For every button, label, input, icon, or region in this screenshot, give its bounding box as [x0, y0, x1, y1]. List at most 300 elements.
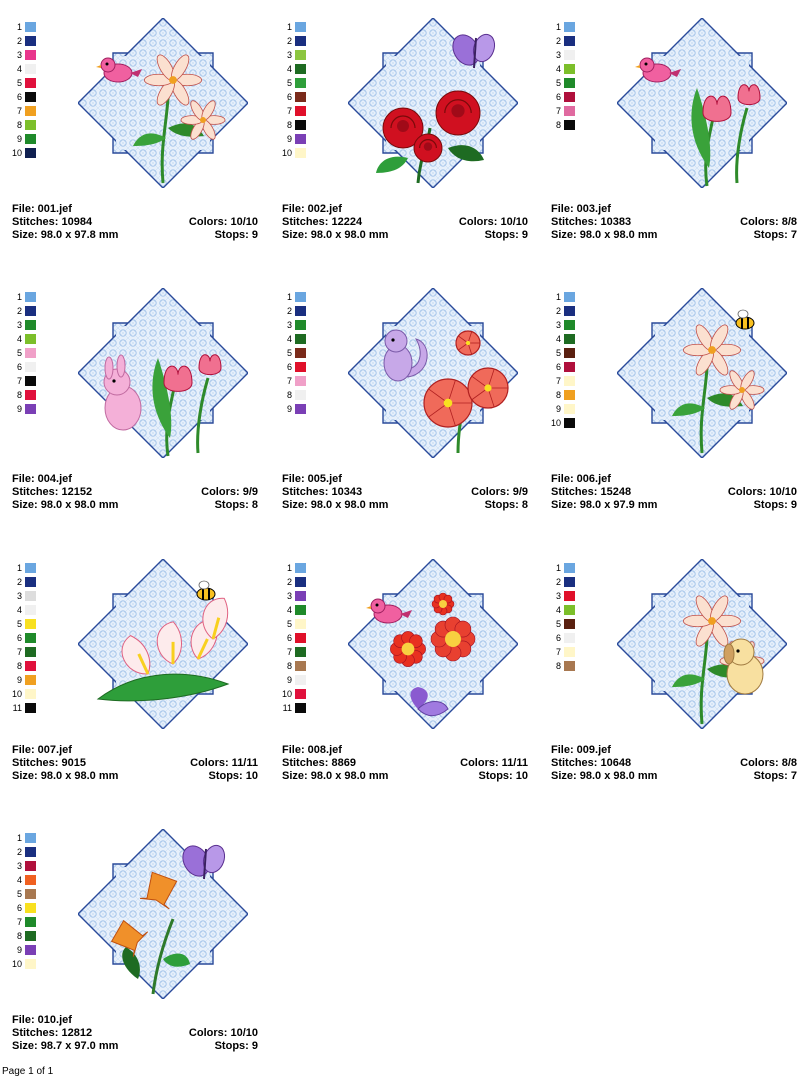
stitch-count: Stitches: 10343 — [282, 486, 363, 498]
color-index: 2 — [286, 36, 292, 46]
color-swatch — [564, 64, 575, 74]
color-swatch-row — [0, 645, 36, 659]
embroidery-design-preview — [617, 18, 787, 188]
color-index: 3 — [16, 591, 22, 601]
color-swatch — [25, 675, 36, 685]
file-name: File: 004.jef — [12, 473, 72, 485]
stop-count: Stops: 7 — [753, 229, 797, 241]
file-name: File: 002.jef — [282, 203, 342, 215]
color-swatch-row — [0, 360, 36, 374]
embroidery-design-preview — [348, 559, 518, 729]
color-swatch-row — [539, 90, 575, 104]
color-index: 8 — [16, 931, 22, 941]
info-row-size — [12, 1040, 258, 1053]
color-swatch-row — [0, 48, 36, 62]
color-index: 5 — [555, 78, 561, 88]
color-swatch-row — [0, 943, 36, 957]
color-swatch — [25, 36, 36, 46]
color-swatch-row — [539, 346, 575, 360]
design-card — [539, 270, 797, 510]
file-name: File: 008.jef — [282, 744, 342, 756]
color-swatch-row — [270, 631, 306, 645]
color-index: 6 — [16, 903, 22, 913]
design-info — [12, 744, 258, 783]
color-index: 9 — [16, 134, 22, 144]
info-row-file — [282, 744, 528, 757]
stop-count: Stops: 8 — [214, 499, 258, 511]
color-swatch — [25, 376, 36, 386]
color-swatch-row — [270, 561, 306, 575]
color-swatch — [25, 605, 36, 615]
info-row-stitches — [12, 1027, 258, 1040]
color-swatch — [564, 334, 575, 344]
color-swatch — [295, 647, 306, 657]
color-index: 3 — [555, 320, 561, 330]
file-name: File: 005.jef — [282, 473, 342, 485]
color-swatch — [25, 106, 36, 116]
info-row-file — [551, 744, 797, 757]
color-swatch — [564, 292, 575, 302]
color-swatch-row — [0, 929, 36, 943]
color-index: 8 — [16, 390, 22, 400]
color-swatch-row — [0, 659, 36, 673]
color-index: 3 — [555, 50, 561, 60]
design-card — [0, 811, 258, 1051]
color-index: 4 — [16, 605, 22, 615]
file-name: File: 001.jef — [12, 203, 72, 215]
color-swatch-row — [539, 374, 575, 388]
color-index: 3 — [555, 591, 561, 601]
design-info — [551, 203, 797, 242]
color-swatch — [564, 92, 575, 102]
file-name: File: 006.jef — [551, 473, 611, 485]
color-swatch-row — [0, 388, 36, 402]
color-swatch — [564, 619, 575, 629]
color-index: 9 — [16, 675, 22, 685]
info-row-file — [551, 473, 797, 486]
color-swatch — [295, 661, 306, 671]
color-swatch — [295, 362, 306, 372]
color-swatch — [295, 320, 306, 330]
color-swatch — [25, 689, 36, 699]
color-swatch — [25, 661, 36, 671]
color-swatch — [564, 390, 575, 400]
color-swatch — [25, 148, 36, 158]
color-swatch — [564, 661, 575, 671]
color-swatch-row — [539, 416, 575, 430]
color-swatch-row — [270, 575, 306, 589]
lace-star-frame — [78, 288, 248, 458]
color-index: 1 — [555, 563, 561, 573]
design-card — [270, 541, 528, 781]
color-count: Colors: 10/10 — [188, 1027, 258, 1039]
color-index: 3 — [16, 50, 22, 60]
color-swatch — [295, 306, 306, 316]
color-index: 7 — [16, 376, 22, 386]
color-swatch-row — [0, 34, 36, 48]
color-swatch-row — [270, 603, 306, 617]
color-index: 1 — [286, 22, 292, 32]
color-swatch-list — [0, 20, 36, 160]
info-row-size — [282, 229, 528, 242]
design-size: Size: 98.0 x 98.0 mm — [282, 770, 389, 782]
color-swatch-row — [270, 48, 306, 62]
color-swatch — [25, 619, 36, 629]
info-row-stitches — [12, 757, 258, 770]
color-index: 6 — [555, 92, 561, 102]
color-swatch — [25, 78, 36, 88]
stop-count: Stops: 9 — [214, 1040, 258, 1052]
color-index: 6 — [555, 633, 561, 643]
color-index: 3 — [286, 50, 292, 60]
color-index: 2 — [16, 306, 22, 316]
info-row-stitches — [12, 486, 258, 499]
color-count: Colors: 10/10 — [727, 486, 797, 498]
color-swatch — [295, 390, 306, 400]
color-swatch — [25, 847, 36, 857]
color-index: 11 — [282, 703, 292, 713]
info-row-stitches — [282, 216, 528, 229]
color-swatch-row — [0, 290, 36, 304]
embroidery-design-preview — [617, 559, 787, 729]
color-swatch-list — [270, 290, 306, 416]
color-swatch — [564, 78, 575, 88]
color-index: 7 — [286, 106, 292, 116]
color-swatch-row — [0, 76, 36, 90]
color-index: 2 — [16, 847, 22, 857]
color-swatch-row — [270, 374, 306, 388]
design-size: Size: 98.0 x 98.0 mm — [551, 770, 658, 782]
color-swatch-row — [0, 673, 36, 687]
info-row-size — [12, 770, 258, 783]
color-index: 9 — [555, 404, 561, 414]
stop-count: Stops: 8 — [484, 499, 528, 511]
color-index: 3 — [286, 320, 292, 330]
color-swatch-row — [0, 617, 36, 631]
color-index: 1 — [16, 292, 22, 302]
color-index: 8 — [555, 390, 561, 400]
info-row-stitches — [551, 486, 797, 499]
color-index: 10 — [11, 689, 22, 699]
color-swatch — [295, 633, 306, 643]
color-index: 8 — [16, 120, 22, 130]
color-swatch — [564, 404, 575, 414]
color-swatch — [295, 64, 306, 74]
color-swatch-row — [270, 90, 306, 104]
embroidery-design-preview — [348, 18, 518, 188]
color-swatch — [564, 577, 575, 587]
design-info — [551, 744, 797, 783]
color-swatch — [25, 633, 36, 643]
color-swatch — [295, 334, 306, 344]
info-row-size — [12, 499, 258, 512]
color-swatch — [25, 292, 36, 302]
info-row-file — [282, 473, 528, 486]
color-index: 8 — [555, 120, 561, 130]
color-swatch — [564, 120, 575, 130]
color-count: Colors: 9/9 — [201, 486, 258, 498]
color-swatch-row — [270, 318, 306, 332]
color-index: 6 — [16, 633, 22, 643]
color-swatch-list — [539, 561, 575, 673]
color-swatch — [25, 647, 36, 657]
color-count: Colors: 8/8 — [740, 757, 797, 769]
color-swatch-row — [0, 132, 36, 146]
color-swatch — [25, 306, 36, 316]
color-swatch-row — [539, 62, 575, 76]
color-swatch — [295, 348, 306, 358]
color-swatch-list — [270, 20, 306, 160]
color-swatch — [25, 50, 36, 60]
color-swatch-row — [0, 332, 36, 346]
color-swatch — [295, 134, 306, 144]
color-swatch — [25, 833, 36, 843]
color-swatch-row — [270, 617, 306, 631]
color-swatch-row — [0, 887, 36, 901]
design-info — [551, 473, 797, 512]
color-swatch-list — [539, 290, 575, 430]
color-swatch — [25, 903, 36, 913]
color-swatch-row — [270, 20, 306, 34]
info-row-file — [12, 203, 258, 216]
color-index: 7 — [286, 376, 292, 386]
color-index: 1 — [555, 22, 561, 32]
color-swatch — [295, 36, 306, 46]
color-swatch — [25, 875, 36, 885]
color-swatch-row — [539, 603, 575, 617]
info-row-file — [12, 1014, 258, 1027]
design-size: Size: 98.0 x 98.0 mm — [12, 770, 119, 782]
color-index: 6 — [286, 362, 292, 372]
color-swatch — [25, 917, 36, 927]
color-index: 5 — [286, 348, 292, 358]
color-index: 4 — [555, 605, 561, 615]
design-card — [270, 0, 528, 240]
stop-count: Stops: 7 — [753, 770, 797, 782]
color-swatch-row — [539, 290, 575, 304]
color-swatch — [295, 78, 306, 88]
color-swatch — [295, 376, 306, 386]
color-swatch — [564, 306, 575, 316]
color-swatch — [564, 106, 575, 116]
design-size: Size: 98.0 x 97.8 mm — [12, 229, 119, 241]
color-index: 4 — [555, 64, 561, 74]
info-row-stitches — [551, 216, 797, 229]
color-swatch-row — [270, 118, 306, 132]
color-index: 3 — [16, 861, 22, 871]
color-swatch — [295, 689, 306, 699]
design-info — [282, 744, 528, 783]
color-index: 5 — [555, 348, 561, 358]
color-index: 6 — [286, 92, 292, 102]
design-card — [270, 270, 528, 510]
color-index: 6 — [16, 362, 22, 372]
color-index: 6 — [286, 633, 292, 643]
info-row-size — [551, 770, 797, 783]
color-index: 3 — [286, 591, 292, 601]
color-swatch-row — [0, 957, 36, 971]
color-swatch — [25, 945, 36, 955]
color-swatch-row — [270, 76, 306, 90]
color-swatch-row — [539, 48, 575, 62]
color-swatch — [25, 348, 36, 358]
color-index: 8 — [555, 661, 561, 671]
color-index: 2 — [555, 577, 561, 587]
color-swatch — [564, 563, 575, 573]
color-swatch-list — [0, 831, 36, 971]
color-swatch — [25, 404, 36, 414]
color-index: 1 — [286, 563, 292, 573]
color-index: 7 — [16, 647, 22, 657]
color-index: 2 — [16, 577, 22, 587]
color-swatch-row — [539, 20, 575, 34]
color-swatch-row — [539, 118, 575, 132]
color-index: 10 — [281, 689, 292, 699]
color-swatch-row — [0, 701, 36, 715]
color-count: Colors: 11/11 — [190, 757, 258, 769]
design-info — [12, 1014, 258, 1053]
color-index: 10 — [281, 148, 292, 158]
info-row-size — [282, 770, 528, 783]
stop-count: Stops: 10 — [208, 770, 258, 782]
design-card — [0, 541, 258, 781]
color-index: 5 — [16, 619, 22, 629]
color-index: 10 — [11, 959, 22, 969]
embroidery-design-preview — [78, 559, 248, 729]
color-index: 1 — [16, 22, 22, 32]
color-swatch — [295, 120, 306, 130]
color-swatch — [295, 22, 306, 32]
color-swatch-row — [0, 859, 36, 873]
info-row-stitches — [12, 216, 258, 229]
color-swatch-row — [0, 62, 36, 76]
color-swatch-row — [539, 402, 575, 416]
color-swatch — [295, 148, 306, 158]
color-index: 8 — [286, 661, 292, 671]
design-card — [539, 541, 797, 781]
color-swatch — [295, 577, 306, 587]
color-swatch — [25, 563, 36, 573]
color-swatch — [25, 134, 36, 144]
color-swatch — [564, 647, 575, 657]
color-swatch-row — [270, 104, 306, 118]
stop-count: Stops: 10 — [478, 770, 528, 782]
color-swatch — [25, 390, 36, 400]
bee-embroidery — [197, 581, 215, 600]
color-index: 5 — [555, 619, 561, 629]
color-swatch-row — [270, 673, 306, 687]
color-swatch-row — [0, 901, 36, 915]
color-swatch — [25, 92, 36, 102]
color-swatch-row — [270, 34, 306, 48]
color-swatch — [25, 591, 36, 601]
embroidery-design-preview — [78, 829, 248, 999]
color-index: 9 — [286, 404, 292, 414]
info-row-file — [12, 473, 258, 486]
color-count: Colors: 10/10 — [458, 216, 528, 228]
color-swatch-row — [0, 561, 36, 575]
info-row-stitches — [282, 486, 528, 499]
color-index: 7 — [555, 106, 561, 116]
color-swatch-row — [0, 304, 36, 318]
color-swatch — [25, 861, 36, 871]
info-row-file — [282, 203, 528, 216]
embroidery-design-preview — [78, 288, 248, 458]
color-swatch-row — [0, 20, 36, 34]
color-swatch — [564, 633, 575, 643]
color-index: 7 — [286, 647, 292, 657]
color-index: 6 — [555, 362, 561, 372]
stitch-count: Stitches: 12152 — [12, 486, 93, 498]
color-swatch-row — [0, 104, 36, 118]
color-swatch — [25, 64, 36, 74]
design-size: Size: 98.0 x 98.0 mm — [551, 229, 658, 241]
color-swatch — [25, 334, 36, 344]
color-count: Colors: 11/11 — [460, 757, 528, 769]
color-index: 4 — [555, 334, 561, 344]
color-swatch — [25, 931, 36, 941]
embroidery-design-preview — [617, 288, 787, 458]
color-swatch-row — [0, 118, 36, 132]
page-footer: Page 1 of 1 — [2, 1066, 54, 1077]
color-swatch — [295, 605, 306, 615]
color-swatch-row — [0, 915, 36, 929]
color-index: 5 — [286, 619, 292, 629]
color-swatch-row — [270, 146, 306, 160]
color-swatch-row — [0, 346, 36, 360]
color-swatch-row — [539, 617, 575, 631]
color-index: 2 — [286, 577, 292, 587]
design-card — [0, 270, 258, 510]
embroidery-design-preview — [78, 18, 248, 188]
color-swatch-list — [0, 561, 36, 715]
color-swatch-row — [0, 831, 36, 845]
color-count: Colors: 10/10 — [188, 216, 258, 228]
color-swatch — [564, 376, 575, 386]
color-swatch — [295, 703, 306, 713]
color-swatch — [295, 50, 306, 60]
color-index: 9 — [286, 675, 292, 685]
color-swatch-row — [270, 701, 306, 715]
stitch-count: Stitches: 10984 — [12, 216, 93, 228]
color-index: 8 — [16, 661, 22, 671]
color-index: 7 — [555, 647, 561, 657]
color-swatch — [564, 591, 575, 601]
color-swatch — [295, 591, 306, 601]
color-index: 1 — [16, 833, 22, 843]
color-index: 4 — [16, 875, 22, 885]
design-size: Size: 98.0 x 98.0 mm — [282, 499, 389, 511]
color-swatch — [564, 418, 575, 428]
color-swatch — [25, 577, 36, 587]
stop-count: Stops: 9 — [753, 499, 797, 511]
stitch-count: Stitches: 8869 — [282, 757, 356, 769]
color-swatch-row — [539, 104, 575, 118]
color-swatch — [564, 36, 575, 46]
color-index: 2 — [286, 306, 292, 316]
info-row-stitches — [282, 757, 528, 770]
color-swatch — [25, 362, 36, 372]
color-swatch-row — [270, 645, 306, 659]
color-index: 2 — [16, 36, 22, 46]
color-swatch-row — [539, 589, 575, 603]
color-index: 11 — [12, 703, 22, 713]
lace-star-frame — [617, 18, 787, 188]
color-swatch — [564, 50, 575, 60]
design-size: Size: 98.0 x 98.0 mm — [12, 499, 119, 511]
color-index: 1 — [286, 292, 292, 302]
stop-count: Stops: 9 — [484, 229, 528, 241]
